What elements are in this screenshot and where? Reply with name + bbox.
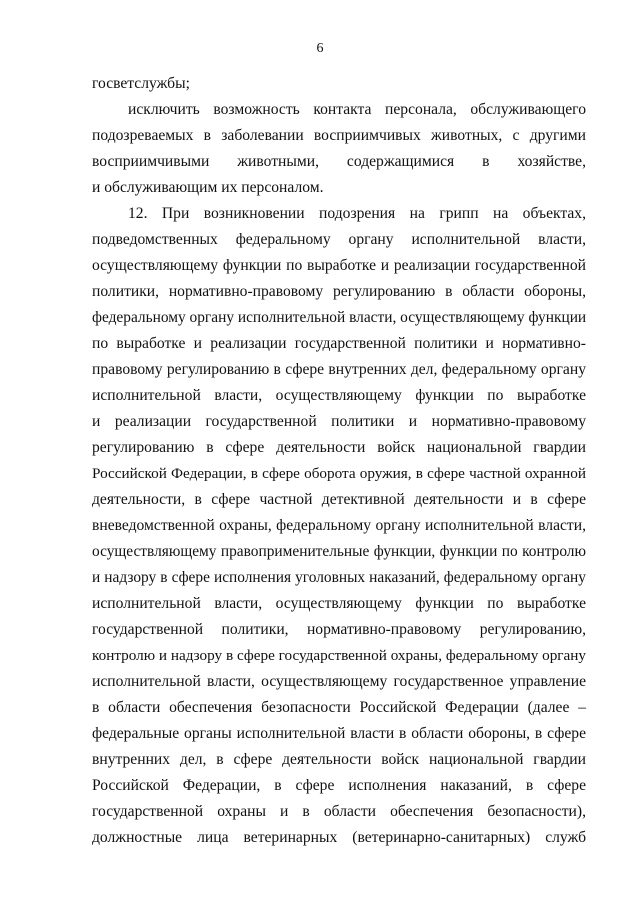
text-line: в области обеспечения безопасности Российской Федерации (далее – <box>92 699 586 716</box>
text-line: деятельности, в сфере частной детективной деятельности и в сфере <box>92 491 586 508</box>
text-line: контролю и надзору в сфере государственной охраны, федеральному органу <box>92 647 586 664</box>
text-line: исполнительной власти, осуществляющему государственное управление <box>92 673 586 690</box>
text-line: вневедомственной охраны, федеральному органу исполнительной власти, <box>92 517 586 534</box>
text-line: правовому регулированию в сфере внутренних дел, федеральному органу <box>92 361 586 378</box>
text-line: регулированию в сфере деятельности войск национальной гвардии <box>92 439 586 456</box>
text-line: исполнительной власти, осуществляющему функции по выработке <box>92 387 586 404</box>
text-line: и надзору в сфере исполнения уголовных наказаний, федеральному органу <box>92 569 586 586</box>
text-line: 12. При возникновении подозрения на грипп на объектах, <box>128 205 586 222</box>
text-line: подозреваемых в заболевании восприимчивых животных, с другими <box>92 127 586 144</box>
text-line: государственной политики, нормативно-правовому регулированию, <box>92 621 586 638</box>
text-line: госветслужбы; <box>92 75 190 92</box>
text-line: исключить возможность контакта персонала, обслуживающего <box>128 101 586 118</box>
page-number: 6 <box>316 41 324 56</box>
text-line: подведомственных федеральному органу исполнительной власти, <box>92 231 586 248</box>
text-line: политики, нормативно-правовому регулированию в области обороны, <box>92 283 586 300</box>
text-line: осуществляющему правоприменительные функции, функции по контролю <box>92 543 586 560</box>
text-line: внутренних дел, в сфере деятельности войск национальной гвардии <box>92 751 586 768</box>
text-line: по выработке и реализации государственной политики и нормативно- <box>92 335 586 352</box>
text-line: федеральному органу исполнительной власти, осуществляющему функции <box>92 309 587 326</box>
text-line: Российской Федерации, в сфере оборота оружия, в сфере частной охранной <box>92 465 586 482</box>
text-line: федеральные органы исполнительной власти в области обороны, в сфере <box>92 725 586 742</box>
text-line: и обслуживающим их персоналом. <box>92 179 324 196</box>
text-line: осуществляющему функции по выработке и реализации государственной <box>92 257 586 274</box>
text-line: государственной охраны и в области обеспечения безопасности), <box>92 803 586 820</box>
text-line: исполнительной власти, осуществляющему функции по выработке <box>92 595 586 612</box>
text-line: должностные лица ветеринарных (ветеринарно-санитарных) служб <box>92 829 586 846</box>
document-body <box>92 71 586 851</box>
text-line: и реализации государственной политики и нормативно-правовому <box>92 413 586 430</box>
text-line: Российской Федерации, в сфере исполнения наказаний, в сфере <box>92 777 586 794</box>
text-line: восприимчивыми животными, содержащимися в хозяйстве, <box>92 153 586 170</box>
